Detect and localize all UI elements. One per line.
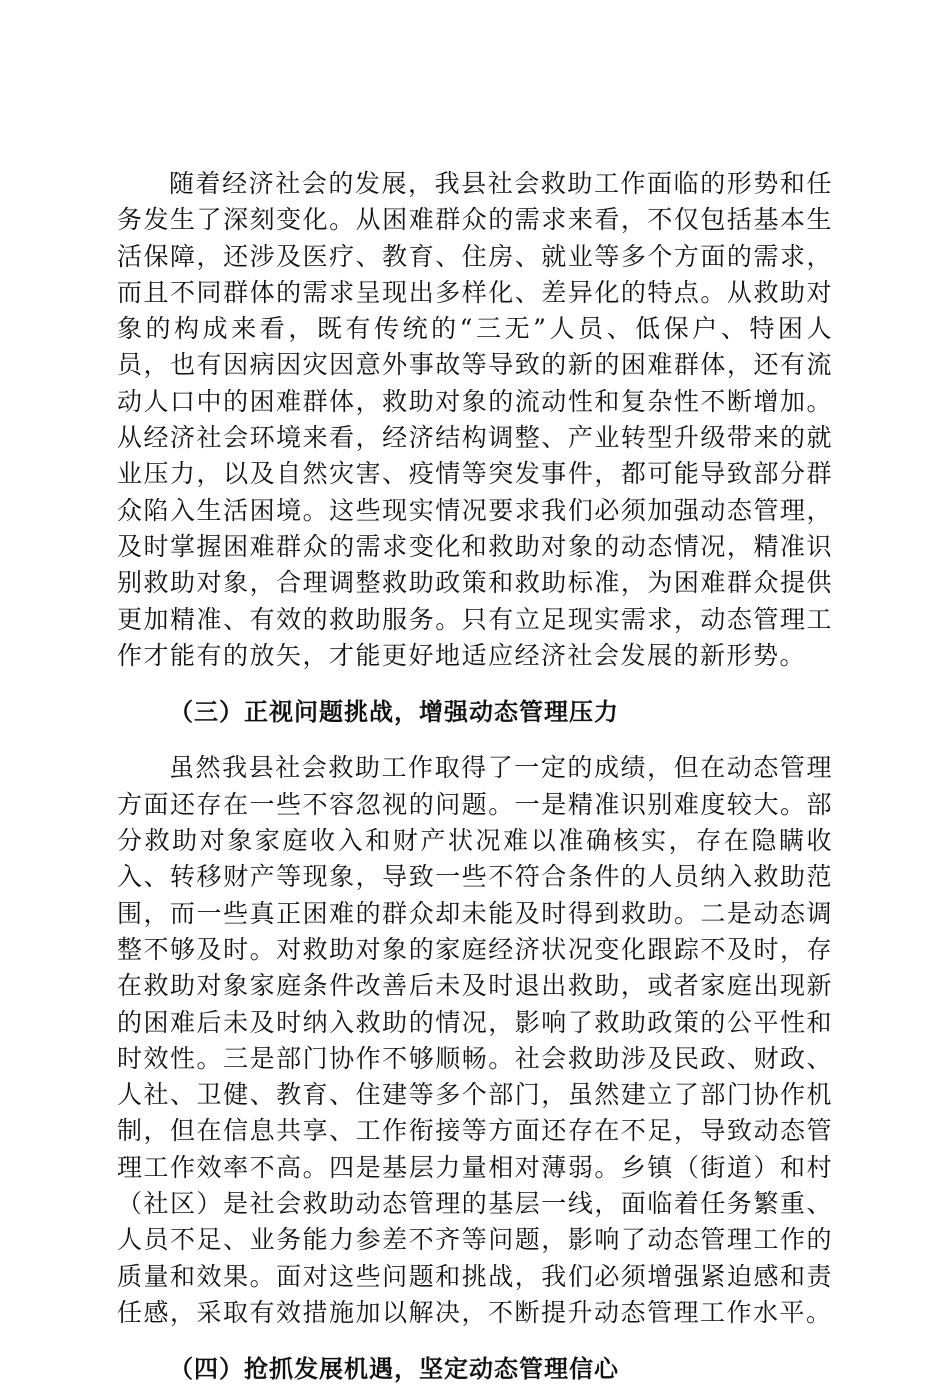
body-paragraph-1: 随着经济社会的发展，我县社会救助工作面临的形势和任务发生了深刻变化。从困难群众的需求来看，不仅包括基本生活保障，还涉及医疗、教育、住房、就业等多个方面的需求，而且不同群体的需求呈现出多样化、差异化的特点。从救助对象的构成来看，既有传统的“三无”人员、低保户、特困人员，也有因病因灾因意外事故等导致的新的困难群体，还有流动人口中的困难群体，救助对象的流动性和复杂性不断增加。从经济社会环境来看，经济结构调整、产业转型升级带来的就业压力，以及自然灾害、疫情等突发事件，都可能导致部分群众陷入生活困境。这些现实情况要求我们必须加强动态管理，及时掌握困难群众的需求变化和救助对象的动态情况，精准识别救助对象，合理调整救助政策和救助标准，为困难群众提供更加精准、有效的救助服务。只有立足现实需求，动态管理工作才能有的放矢，才能更好地适应经济社会发展的新形势。 [117, 169, 833, 670]
section-heading-3: （三）正视问题挑战，增强动态管理压力 [169, 698, 619, 727]
body-paragraph-2: 虽然我县社会救助工作取得了一定的成绩，但在动态管理方面还存在一些不容忽视的问题。一是精准识别难度较大。部分救助对象家庭收入和财产状况难以准确核实，存在隐瞒收入、转移财产等现象，导致一些不符合条件的人员纳入救助范围，而一些真正困难的群众却未能及时得到救助。二是动态调整不够及时。对救助对象的家庭经济状况变化跟踪不及时，存在救助对象家庭条件改善后未及时退出救助，或者家庭出现新的困难后未及时纳入救助的情况，影响了救助政策的公平性和时效性。三是部门协作不够顺畅。社会救助涉及民政、财政、人社、卫健、教育、住建等多个部门，虽然建立了部门协作机制，但在信息共享、工作衔接等方面还存在不足，导致动态管理工作效率不高。四是基层力量相对薄弱。乡镇（街道）和村（社区）是社会救助动态管理的基层一线，面临着任务繁重、人员不足、业务能力参差不齐等问题，影响了动态管理工作的质量和效果。面对这些问题和挑战，我们必须增强紧迫感和责任感，采取有效措施加以解决，不断提升动态管理工作水平。 [117, 753, 833, 1327]
section-heading-4: （四）抢抓发展机遇，坚定动态管理信心 [169, 1355, 619, 1384]
document-body [117, 166, 833, 1388]
